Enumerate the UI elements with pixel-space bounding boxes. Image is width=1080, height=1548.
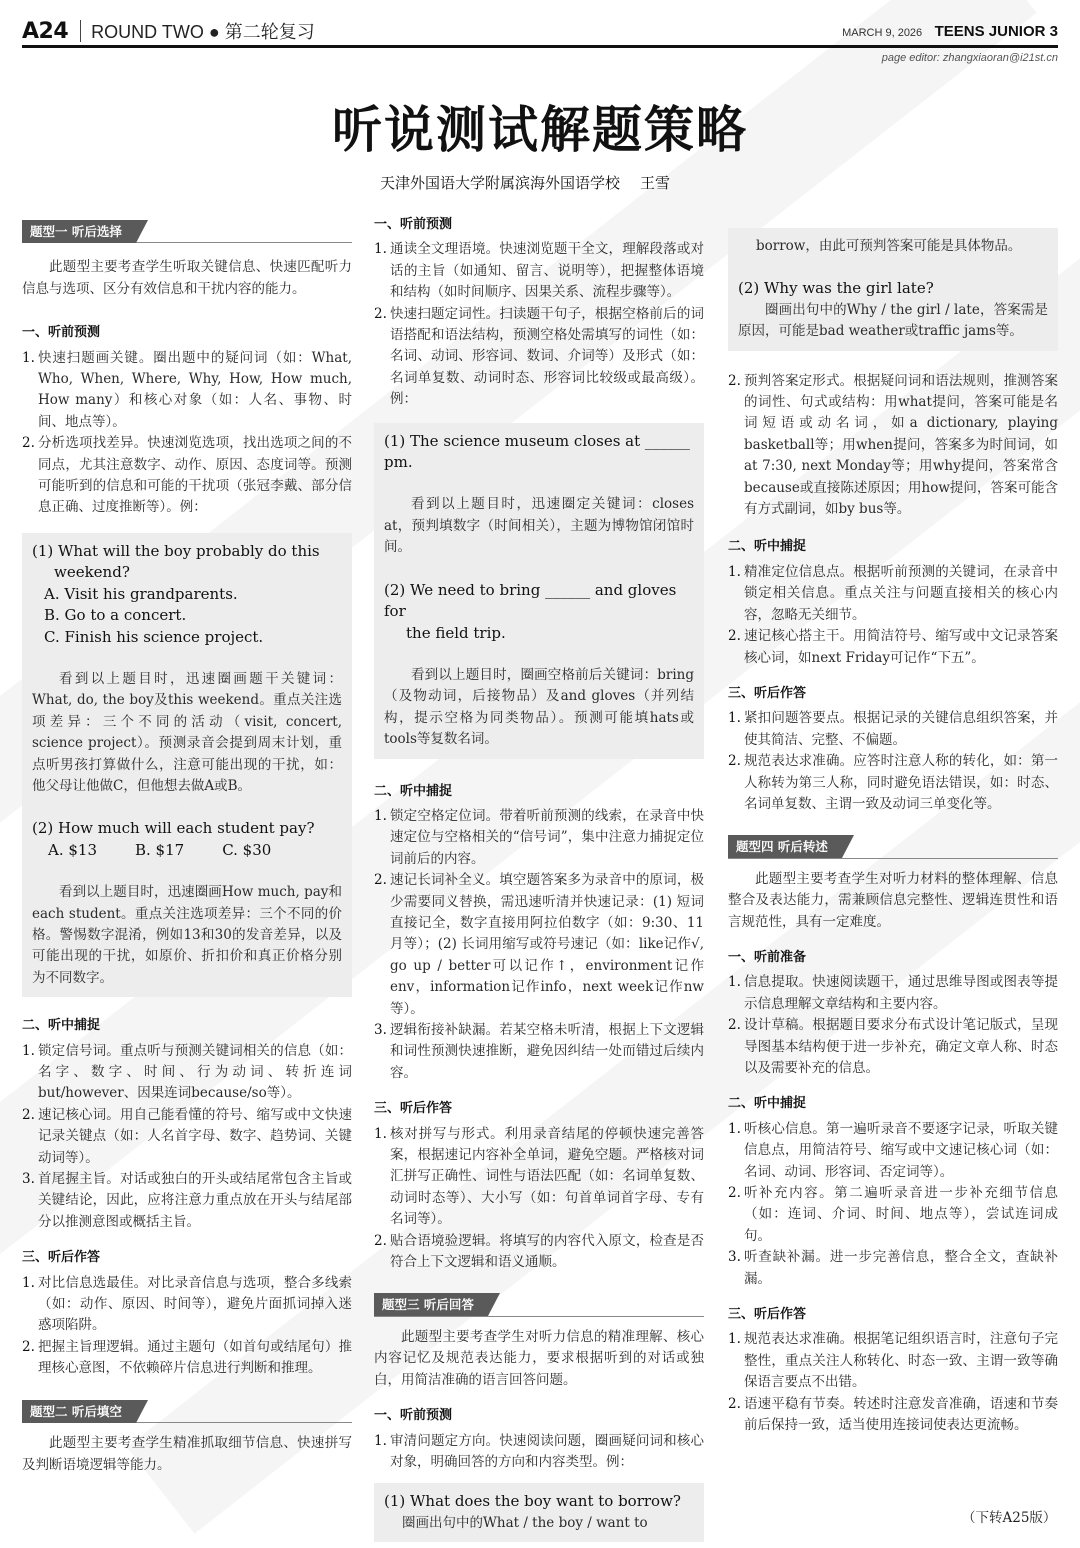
section-label: ROUND TWO ● 第二轮复习 <box>91 22 315 42</box>
type2-heading-while: 二、听中捕捉 <box>374 783 453 799</box>
list-item: 1. 精准定位信息点。根据听前预测的关键词，在录音中锁定相关信息。重点关注与问题直接相关的核心内容，忽略无关细节。 <box>728 563 1058 623</box>
list-item: 1. 锁定信号词。重点听与预测关键词相关的信息（如：名字、数字、时间、行为动词、转折连词but/however、因果连词because/so等）。 <box>22 1042 352 1102</box>
type3-heading-while: 二、听中捕捉 <box>728 539 807 555</box>
analysis-2: 圈画出句中的Why / the girl / late，答案需是原因，可能是bad weather或traffic jams等。 <box>738 301 1048 340</box>
list-item: 1. 对比信息选最佳。对比录音信息与选项，整合多线索（如：动作、原因、时间等），避免片面抓词掉入迷惑项陷阱。 <box>22 1274 352 1334</box>
type3-pre-list-continued <box>728 371 1058 521</box>
list-item: 1. 快速扫题画关键。圈出题中的疑问词（如：What, Who, When, Where, Why, How, How much, How many）和核心对象（如：人名、事物、时间、地点等）。 <box>22 349 352 430</box>
question-2: (2) We need to bring ______ and gloves for <box>384 580 677 621</box>
type4-heading-while: 二、听中捕捉 <box>728 1096 807 1112</box>
author-school: 天津外国语大学附属滨海外国语学校 <box>380 174 621 192</box>
type3-intro: 此题型主要考查学生对听力信息的精准理解、核心内容记忆及规范表达能力，要求根据听到的对话或独白，用简洁准确的语言回答问题。 <box>374 1328 704 1388</box>
type4-heading-post: 三、听后作答 <box>728 1307 807 1323</box>
question-2: (2) How much will each student pay? <box>32 819 315 838</box>
list-item: 2. 把握主旨理逻辑。通过主题句（如首句或结尾句）推理核心意图，不依赖碎片信息进行判断和推理。 <box>22 1338 352 1377</box>
options-row <box>32 840 342 861</box>
list-item: 3. 首尾握主旨。对话或独白的开头或结尾常包含主旨或关键结论，因此，应将注意力重点放在开头与结尾部分以推测意图或概括主旨。 <box>22 1171 352 1230</box>
list-item: 2. 设计草稿。根据题目要求分布式设计笔记版式，呈现导图基本结构便于进一步补充，确定文章人称、时态以及需要补充的信息。 <box>728 1017 1058 1076</box>
analysis-1: 看到以上题目时，迅速圈画题干关键词：What, do, the boy及this weekend。重点关注选项差异：三个不同的活动（visit, concert, science project）。预测录音会提到周末计划，重点听男孩打算做什么，注意可能出现的干扰，如：他父母让他做C，但他想去做A或B。 <box>32 670 342 794</box>
list-item: 2. 听补充内容。第二遍听录音进一步补充细节信息（如：连词、介词、时间、地点等），尝试连词成句。 <box>728 1185 1058 1244</box>
list-item: 2. 快速扫题定词性。扫读题干句子，根据空格前后的词语搭配和语法结构，预测空格处需填写的词性（如：名词、动词、形容词、数词、介词等）及形式（如：名词单复数、动词时态、形容词比较级或最高级）。例： <box>374 305 704 408</box>
question-1: (1) What will the boy probably do this <box>32 541 320 560</box>
question-2: (2) Why was the girl late? <box>738 279 934 298</box>
header-rule <box>22 45 1058 48</box>
list-item: 1. 紧扣问题答要点。根据记录的关键信息组织答案，并使其简洁、完整、不偏题。 <box>728 710 1058 748</box>
analysis-continued: borrow，由此可预判答案可能是具体物品。 <box>756 238 1022 254</box>
issue-date: MARCH 9, 2026 <box>842 27 923 39</box>
analysis-2: 看到以上题目时，圈画空格前后关键词：bring（及物动词，后接物品）及and gloves（并列结构，提示空格为同类物品）。预测可能填hats或tools等复数名词。 <box>384 666 694 748</box>
type1-post-list <box>22 1273 352 1380</box>
type3-heading-pre: 一、听前预测 <box>374 1408 453 1424</box>
option-a: A. Visit his grandparents. <box>44 584 238 603</box>
section-tag-type4: 题型四 听后转述 <box>728 835 842 858</box>
type3-heading-post: 三、听后作答 <box>728 685 807 701</box>
type1-while-list <box>22 1041 352 1234</box>
option-b: B. Go to a concert. <box>44 606 187 625</box>
option-a: A. $13 <box>48 840 97 859</box>
section-tag-type1: 题型一 听后选择 <box>22 220 136 243</box>
list-item: 1. 审清问题定方向。快速阅读问题，圈画疑问词和核心对象，明确回答的方向和内容类型。例： <box>374 1432 704 1470</box>
option-b: B. $17 <box>135 840 185 859</box>
column-3 <box>728 228 1058 1437</box>
question-1: (1) What does the boy want to borrow? <box>384 1492 681 1511</box>
page-number: A24 <box>22 19 69 44</box>
question-1: (1) The science museum closes at ______ pm. <box>384 431 690 472</box>
list-item: 2. 速记核心搭主干。用简洁符号、缩写或中文记录答案核心词，如next Friday可记作“下五”。 <box>728 628 1058 666</box>
list-item: 1. 信息提取。快速阅读题干，通过思维导图或图表等提示信息理解文章结构和主要内容。 <box>728 974 1058 1012</box>
type2-heading-post: 三、听后作答 <box>374 1101 453 1117</box>
type1-heading-pre: 一、听前预测 <box>22 325 101 341</box>
type1-intro: 此题型主要考查学生听取关键信息、快速匹配听力信息与选项、区分有效信息和干扰内容的能力。 <box>22 259 352 297</box>
analysis-2: 看到以上题目时，迅速圈画How much, pay和each student。重点关注选项差异：三个不同的价格。警惕数字混淆，例如13和30的发音差异，以及可能出现的干扰，如原价、折扣价和真正价格分别为不同数字。 <box>32 884 342 986</box>
type4-post-list <box>728 1329 1058 1436</box>
list-item: 3. 听查缺补漏。进一步完善信息，整合全文，查缺补漏。 <box>728 1249 1058 1287</box>
list-item: 1. 锁定空格定位词。带着听前预测的线索，在录音中快速定位与空格相关的“信号词”，集中注意力捕捉定位词前后的内容。 <box>374 807 704 867</box>
header-left <box>22 18 315 44</box>
list-item: 2. 速记核心词。用自己能看懂的符号、缩写或中文快速记录关键点（如：人名首字母、数字、趋势词、关键动词等）。 <box>22 1106 352 1166</box>
type4-while-list <box>728 1119 1058 1290</box>
continued-note: （下转A25版） <box>962 1510 1057 1526</box>
list-item: 2. 分析选项找差异。快速浏览选项，找出选项之间的不同点，尤其注意数字、动作、原因、态度词等。预测可能听到的信息和可能的干扰项（张冠李戴、部分信息正确、过度推断等）。例： <box>22 435 352 516</box>
type3-while-list <box>728 562 1058 669</box>
column-2 <box>374 214 704 1548</box>
type2-while-list <box>374 806 704 1084</box>
section-tag-type2: 题型二 听后填空 <box>22 1400 136 1423</box>
example-box-continued <box>728 228 1058 351</box>
example-box: (1) What will the boy probably do this weekend? A. Visit his grandparents. B. Go to a concert. C. Finish his science project. 看到以上题目时，迅速圈画题干关键词：What, do, the boy及this weekend。重点关注选项差异：三个不同的活动（visit, concert, science project）。预测录音会提到周末计划，重点听男孩打算做什么，注意可能出现的干扰，如：他父母让他做C，但他想去做A或B。 (2) How much will each student pay? A. $13 B. $17 C. $30 看到以上题目时，迅速圈画How much, pay和each student。重点关注选项差异：三个不同的价格。警惕数字混淆，例如13和30的发音差异，以及可能出现的干扰，如原价、折扣价和真正价格分别为不同数字。 <box>22 533 352 997</box>
type4-intro: 此题型主要考查学生对听力材料的整体理解、信息整合及表达能力，需兼顾信息完整性、逻辑连贯性和语言规范性，具有一定难度。 <box>728 870 1058 930</box>
page-editor: page editor: zhangxiaoran@i21st.cn <box>881 52 1058 64</box>
type2-heading-pre: 一、听前预测 <box>374 217 453 232</box>
list-item: 2. 贴合语境验逻辑。将填写的内容代入原文，检查是否符合上下文逻辑和语义通顺。 <box>374 1232 704 1271</box>
list-item: 2. 语速平稳有节奏。转述时注意发音准确，语速和节奏前后保持一致，适当使用连接词使表达更流畅。 <box>728 1395 1058 1434</box>
header-right <box>842 23 1058 41</box>
header-divider <box>80 20 81 42</box>
section-tag-type3: 题型三 听后回答 <box>374 1293 488 1316</box>
type1-heading-while: 二、听中捕捉 <box>22 1018 101 1034</box>
list-item: 3. 逻辑衔接补缺漏。若某空格未听清，根据上下文逻辑和词性预测快速推断，避免因纠结一处而错过后续内容。 <box>374 1022 704 1081</box>
column-1 <box>22 220 352 1476</box>
type2-post-list <box>374 1124 704 1274</box>
type2-intro: 此题型主要考查学生精准抓取细节信息、快速拼写及判断语境逻辑等能力。 <box>22 1435 352 1473</box>
analysis-1: 圈画出句中的What / the boy / want to <box>402 1514 648 1531</box>
list-item: 1. 听核心信息。第一遍听录音不要逐字记录，听取关键信息点，用简洁符号、缩写或中文速记核心词（如：名词、动词、形容词、否定词等）。 <box>728 1120 1058 1180</box>
analysis-1: 看到以上题目时，迅速圈定关键词：closes at，预判填数字（时间相关），主题为博物馆闭馆时间。 <box>384 496 694 556</box>
author-name: 王雪 <box>640 174 671 192</box>
example-box: (1) The science museum closes at ______ pm. 看到以上题目时，迅速圈定关键词：closes at，预判填数字（时间相关），主题为博物馆闭馆时间。 (2) We need to bring ______ and gloves for the field trip. 看到以上题目时，圈画空格前后关键词：bring（及物动词，后接物品）及and gloves（并列结构，提示空格为同类物品）。预测可能填hats或tools等复数名词。 <box>374 423 704 759</box>
type3-post-list <box>728 708 1058 815</box>
author-line <box>380 172 780 193</box>
list-item: 1. 通读全文理语境。快速浏览题干全文，理解段落或对话的主旨（如通知、留言、说明等），把握整体语境和结构（如时间顺序、因果关系、流程步骤等）。 <box>374 241 704 301</box>
option-c: C. $30 <box>222 840 272 859</box>
type2-pre-list <box>374 239 704 410</box>
article-title: 听说测试解题策略 <box>332 101 748 159</box>
type4-heading-pre: 一、听前准备 <box>728 949 807 965</box>
list-item: 2. 规范表达求准确。应答时注意人称的转化，如：第一人称转为第三人称，同时避免语法错误，如：时态、名词单复数、主谓一致及动词三单变化等。 <box>728 753 1058 812</box>
type3-pre-list <box>374 1431 704 1474</box>
list-item: 1. 核对拼写与形式。利用录音结尾的停顿快速完善答案，根据速记内容补全单词，避免空题。严格核对词汇拼写正确性、词性与语法匹配（如：名词单复数、动词时态等）、大小写（如：句首单词首字母、专有名词等）。 <box>374 1125 704 1228</box>
option-c: C. Finish his science project. <box>44 627 264 646</box>
publication-name: TEENS JUNIOR 3 <box>934 23 1058 40</box>
type1-pre-list <box>22 348 352 519</box>
type1-heading-post: 三、听后作答 <box>22 1250 101 1266</box>
example-box <box>374 1483 704 1542</box>
list-item: 2. 速记长词补全义。填空题答案多为录音中的原词，极少需要同义替换，需迅速听清并快速记录：(1) 短词直接记全，数字直接用阿拉伯数字（如：9:30、11月等）；(2) 长词用缩写或符号速记（如：like记作√, go up / better可以记作↑，environment记作env，information记作info，next week记作nw等）。 <box>374 872 704 1017</box>
type4-pre-list <box>728 972 1058 1079</box>
list-item: 2. 预判答案定形式。根据疑问词和语法规则，推测答案的词性、句式或结构：用what提问，答案可能是名词短语或动名词，如a dictionary, playing basketball等；用when提问，答案多为时间词，如 at 7:30, next Monday等；用why提问，答案常含because或直接陈述原因；用how提问，答案可能含有方式副词，如by bus等。 <box>728 372 1058 518</box>
list-item: 1. 规范表达求准确。根据笔记组织语言时，注意句子完整性，重点关注人称转化、时态一致、主谓一致等确保语言要点不出错。 <box>728 1331 1058 1391</box>
